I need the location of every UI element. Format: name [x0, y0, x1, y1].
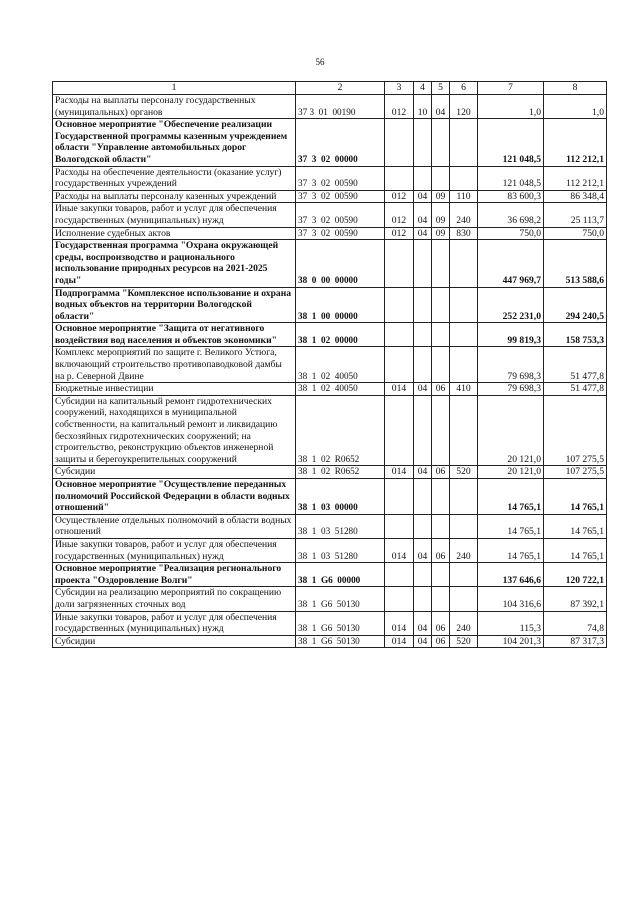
row-value-8: 107 275,5 — [544, 395, 607, 466]
row-col3 — [385, 514, 414, 538]
row-col6 — [450, 119, 478, 166]
row-name: Расходы на выплаты персоналу государственных (муниципальных) органов — [53, 95, 296, 119]
row-code: 38 1 03 51280 — [296, 514, 385, 538]
row-col6 — [450, 563, 478, 587]
row-value-8: 1,0 — [544, 95, 607, 119]
row-col4: 04 — [414, 635, 432, 648]
row-code: 38 1 03 00000 — [296, 479, 385, 515]
row-col4: 04 — [414, 538, 432, 562]
row-col6: 520 — [450, 466, 478, 479]
row-col5: 09 — [432, 203, 450, 227]
row-col5 — [432, 587, 450, 611]
row-col3 — [385, 563, 414, 587]
row-value-8: 112 212,1 — [544, 119, 607, 166]
row-name: Подпрограмма "Комплексное использование и охрана водных объектов на территории Вологодской области" — [53, 287, 296, 323]
table-row — [53, 383, 607, 396]
row-col3: 014 — [385, 635, 414, 648]
row-col3: 012 — [385, 95, 414, 119]
row-col3: 014 — [385, 466, 414, 479]
row-value-7: 14 765,1 — [478, 514, 544, 538]
row-col6: 410 — [450, 383, 478, 396]
row-col5 — [432, 395, 450, 466]
row-col4 — [414, 323, 432, 347]
row-name: Иные закупки товаров, работ и услуг для обеспечения государственных (муниципальных) нужд — [53, 611, 296, 635]
table-row — [53, 538, 607, 562]
row-col3 — [385, 166, 414, 190]
row-name: Основное мероприятие "Защита от негативного воздействия вод населения и объектов экономики" — [53, 323, 296, 347]
row-code: 37 3 02 00590 — [296, 190, 385, 203]
row-col5: 06 — [432, 383, 450, 396]
header-cell: 5 — [432, 82, 450, 95]
table-row — [53, 119, 607, 166]
row-col5 — [432, 166, 450, 190]
table-row — [53, 203, 607, 227]
row-col4 — [414, 395, 432, 466]
row-value-8: 74,8 — [544, 611, 607, 635]
row-code: 38 1 G6 50130 — [296, 587, 385, 611]
row-col4 — [414, 240, 432, 287]
row-value-8: 14 765,1 — [544, 514, 607, 538]
row-value-8: 14 765,1 — [544, 479, 607, 515]
row-code: 38 1 03 51280 — [296, 538, 385, 562]
row-value-7: 79 698,3 — [478, 383, 544, 396]
row-value-7: 83 600,3 — [478, 190, 544, 203]
table-header-row — [53, 82, 607, 95]
row-value-8: 294 240,5 — [544, 287, 607, 323]
row-col6 — [450, 587, 478, 611]
row-code: 37 3 01 00190 — [296, 95, 385, 119]
row-col3 — [385, 287, 414, 323]
row-col6 — [450, 166, 478, 190]
row-col5 — [432, 514, 450, 538]
row-col6: 830 — [450, 227, 478, 240]
row-value-7: 121 048,5 — [478, 166, 544, 190]
header-cell: 6 — [450, 82, 478, 95]
row-col6: 240 — [450, 538, 478, 562]
row-col5: 09 — [432, 190, 450, 203]
row-value-7: 14 765,1 — [478, 538, 544, 562]
row-col4 — [414, 287, 432, 323]
table-row — [53, 190, 607, 203]
row-value-8: 750,0 — [544, 227, 607, 240]
row-name: Субсидии — [53, 635, 296, 648]
row-col5 — [432, 479, 450, 515]
row-col3: 014 — [385, 383, 414, 396]
row-code: 37 3 02 00590 — [296, 166, 385, 190]
row-col5: 06 — [432, 466, 450, 479]
row-value-8: 14 765,1 — [544, 538, 607, 562]
table-row — [53, 347, 607, 383]
row-col3: 012 — [385, 227, 414, 240]
row-col4: 10 — [414, 95, 432, 119]
row-value-8: 112 212,1 — [544, 166, 607, 190]
row-col5 — [432, 240, 450, 287]
header-cell: 7 — [478, 82, 544, 95]
row-value-7: 121 048,5 — [478, 119, 544, 166]
row-code: 38 1 G6 50130 — [296, 611, 385, 635]
row-code: 38 1 02 R0652 — [296, 395, 385, 466]
row-code: 38 1 G6 50130 — [296, 635, 385, 648]
row-col4 — [414, 479, 432, 515]
row-col3 — [385, 479, 414, 515]
table-row — [53, 395, 607, 466]
table-row — [53, 227, 607, 240]
row-col6: 520 — [450, 635, 478, 648]
row-name: Бюджетные инвестиции — [53, 383, 296, 396]
row-col5: 06 — [432, 611, 450, 635]
row-value-8: 158 753,3 — [544, 323, 607, 347]
page-number: 56 — [315, 57, 325, 67]
row-col3: 012 — [385, 190, 414, 203]
row-code: 37 3 02 00000 — [296, 119, 385, 166]
row-col3 — [385, 119, 414, 166]
row-name: Субсидии на реализацию мероприятий по сокращению доли загрязненных сточных вод — [53, 587, 296, 611]
row-name: Субсидии — [53, 466, 296, 479]
row-code: 38 1 02 R0652 — [296, 466, 385, 479]
row-col3: 014 — [385, 611, 414, 635]
row-code: 38 1 G6 00000 — [296, 563, 385, 587]
table-row — [53, 240, 607, 287]
table-row — [53, 587, 607, 611]
row-col4: 04 — [414, 190, 432, 203]
row-col3 — [385, 240, 414, 287]
header-cell: 8 — [544, 82, 607, 95]
row-value-7: 1,0 — [478, 95, 544, 119]
row-col5 — [432, 347, 450, 383]
row-col4 — [414, 347, 432, 383]
row-value-8: 107 275,5 — [544, 466, 607, 479]
row-value-7: 14 765,1 — [478, 479, 544, 515]
row-code: 38 1 02 40050 — [296, 347, 385, 383]
row-col4 — [414, 119, 432, 166]
row-value-8: 513 588,6 — [544, 240, 607, 287]
row-value-8: 25 113,7 — [544, 203, 607, 227]
row-name: Субсидии на капитальный ремонт гидротехнических сооружений, находящихся в муниципальной собственности, на капитальный ремонт и ликвидацию бесхозяйных гидротехнических сооружений; на строительство, реконструкцию объектов инженерной защиты и берегоукрепительных сооружений — [53, 395, 296, 466]
row-name: Осуществление отдельных полномочий в области водных отношений — [53, 514, 296, 538]
row-name: Иные закупки товаров, работ и услуг для обеспечения государственных (муниципальных) нужд — [53, 203, 296, 227]
table-row — [53, 563, 607, 587]
row-name: Основное мероприятие "Обеспечение реализации Государственной программы казенным учреждением области "Управление автомобильных дорог Вологодской области" — [53, 119, 296, 166]
row-col6 — [450, 240, 478, 287]
row-name: Расходы на обеспечение деятельности (оказание услуг) государственных учреждений — [53, 166, 296, 190]
row-col5 — [432, 323, 450, 347]
row-col3 — [385, 587, 414, 611]
row-col4 — [414, 563, 432, 587]
row-col3: 012 — [385, 203, 414, 227]
row-value-8: 51 477,8 — [544, 347, 607, 383]
row-col6: 240 — [450, 611, 478, 635]
row-col5: 09 — [432, 227, 450, 240]
table-row — [53, 166, 607, 190]
row-col5: 06 — [432, 635, 450, 648]
row-col6: 120 — [450, 95, 478, 119]
row-code: 38 1 00 00000 — [296, 287, 385, 323]
table-row — [53, 635, 607, 648]
row-col4: 04 — [414, 203, 432, 227]
row-col4 — [414, 166, 432, 190]
row-col4: 04 — [414, 227, 432, 240]
row-name: Иные закупки товаров, работ и услуг для обеспечения государственных (муниципальных) нужд — [53, 538, 296, 562]
row-col6: 110 — [450, 190, 478, 203]
table-row — [53, 466, 607, 479]
row-col3 — [385, 395, 414, 466]
row-value-7: 750,0 — [478, 227, 544, 240]
table-row — [53, 323, 607, 347]
row-col4: 04 — [414, 611, 432, 635]
row-col5 — [432, 287, 450, 323]
row-value-7: 137 646,6 — [478, 563, 544, 587]
row-value-7: 104 316,6 — [478, 587, 544, 611]
table-row — [53, 611, 607, 635]
row-name: Комплекс мероприятий по защите г. Великого Устюга, включающий строительство противопаводковой дамбы на р. Северной Двине — [53, 347, 296, 383]
row-value-7: 79 698,3 — [478, 347, 544, 383]
table-row — [53, 95, 607, 119]
row-value-8: 120 722,1 — [544, 563, 607, 587]
row-value-7: 115,3 — [478, 611, 544, 635]
row-col4 — [414, 587, 432, 611]
row-col6 — [450, 287, 478, 323]
row-value-8: 87 392,1 — [544, 587, 607, 611]
row-value-8: 86 348,4 — [544, 190, 607, 203]
row-value-7: 20 121,0 — [478, 466, 544, 479]
row-code: 37 3 02 00590 — [296, 203, 385, 227]
table-row — [53, 514, 607, 538]
row-name: Исполнение судебных актов — [53, 227, 296, 240]
row-col6 — [450, 323, 478, 347]
row-col5: 04 — [432, 95, 450, 119]
row-value-7: 104 201,3 — [478, 635, 544, 648]
row-code: 37 3 02 00590 — [296, 227, 385, 240]
row-col5 — [432, 119, 450, 166]
budget-table — [52, 81, 607, 648]
row-col4: 04 — [414, 383, 432, 396]
table-row — [53, 287, 607, 323]
row-col4: 04 — [414, 466, 432, 479]
row-col3 — [385, 323, 414, 347]
row-code: 38 1 02 40050 — [296, 383, 385, 396]
row-col5: 06 — [432, 538, 450, 562]
header-cell: 2 — [296, 82, 385, 95]
row-value-7: 99 819,3 — [478, 323, 544, 347]
row-code: 38 0 00 00000 — [296, 240, 385, 287]
header-cell: 3 — [385, 82, 414, 95]
row-code: 38 1 02 00000 — [296, 323, 385, 347]
table-row — [53, 479, 607, 515]
row-name: Основное мероприятие "Реализация регионального проекта "Оздоровление Волги" — [53, 563, 296, 587]
row-col6: 240 — [450, 203, 478, 227]
row-value-7: 447 969,7 — [478, 240, 544, 287]
row-col6 — [450, 514, 478, 538]
row-col6 — [450, 395, 478, 466]
row-col6 — [450, 479, 478, 515]
row-col3: 014 — [385, 538, 414, 562]
row-col4 — [414, 514, 432, 538]
row-value-7: 252 231,0 — [478, 287, 544, 323]
row-col6 — [450, 347, 478, 383]
row-value-7: 36 698,2 — [478, 203, 544, 227]
row-value-8: 51 477,8 — [544, 383, 607, 396]
row-col5 — [432, 563, 450, 587]
header-cell: 1 — [53, 82, 296, 95]
row-value-7: 20 121,0 — [478, 395, 544, 466]
row-name: Основное мероприятие "Осуществление переданных полномочий Российской Федерации в области водных отношений" — [53, 479, 296, 515]
row-col3 — [385, 347, 414, 383]
row-name: Государственная программа "Охрана окружающей среды, воспроизводство и рационального использование природных ресурсов на 2021-2025 годы" — [53, 240, 296, 287]
row-name: Расходы на выплаты персоналу казенных учреждений — [53, 190, 296, 203]
row-value-8: 87 317,3 — [544, 635, 607, 648]
header-cell: 4 — [414, 82, 432, 95]
